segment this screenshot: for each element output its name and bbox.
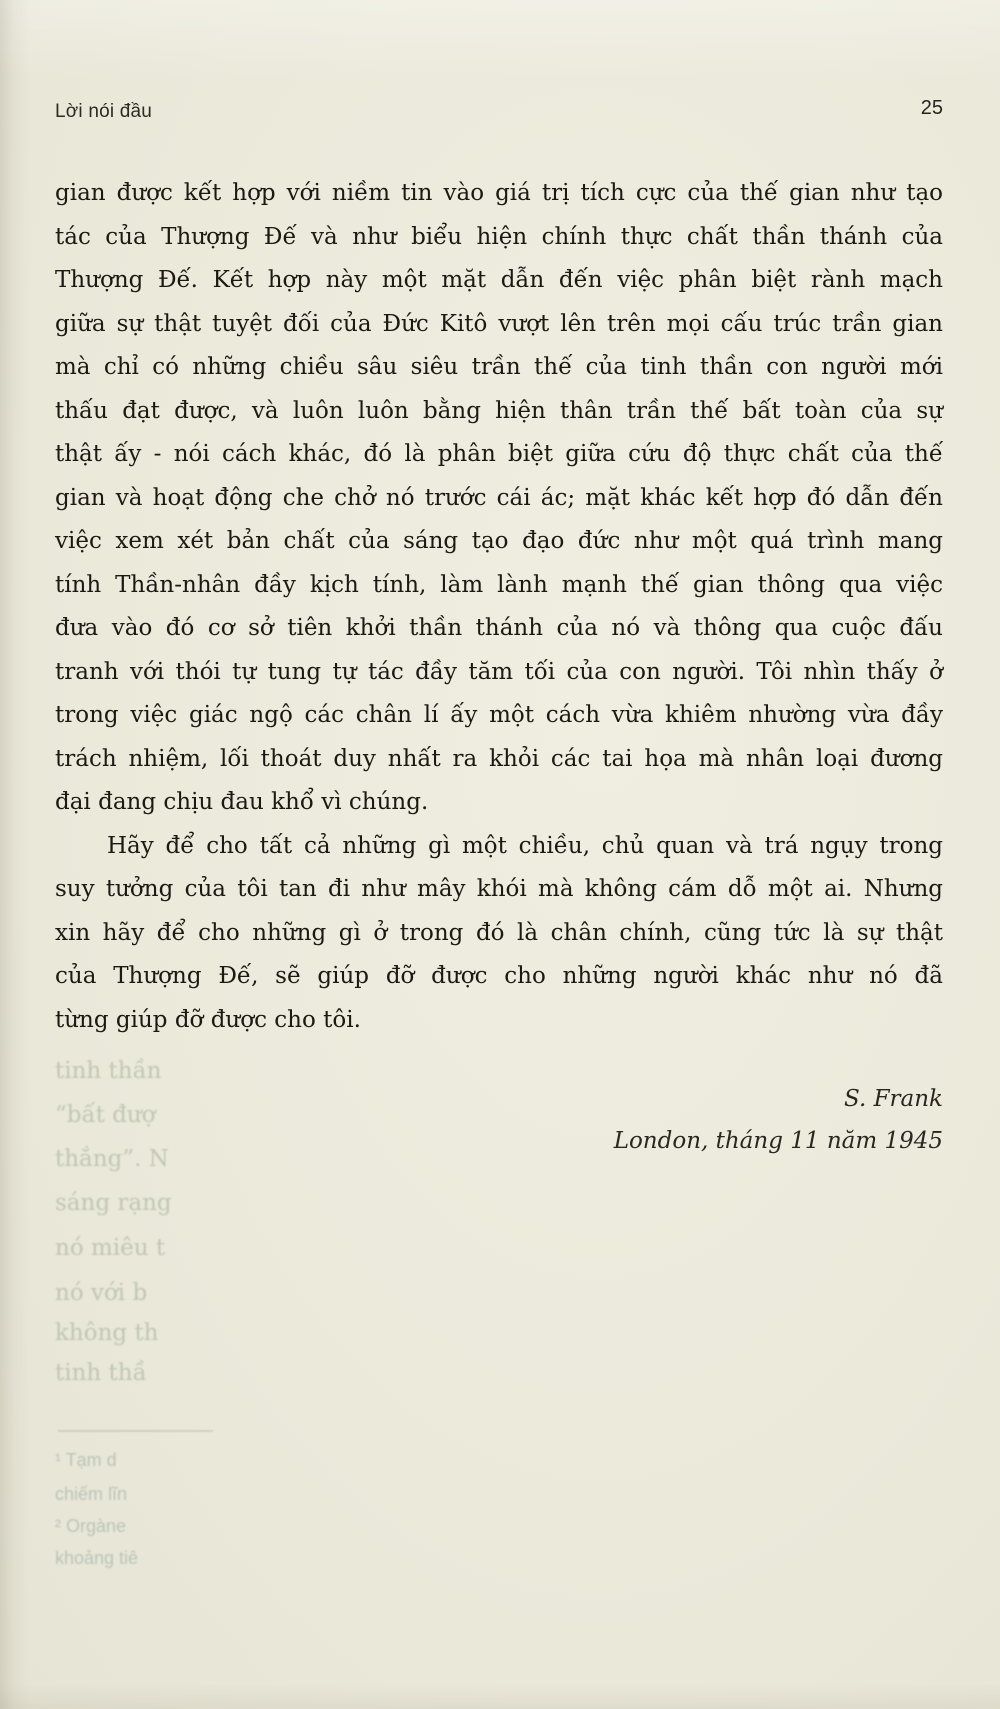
bleedthrough-text: ² Orgàne	[55, 1516, 127, 1536]
body-text	[55, 172, 943, 1042]
text-line: gian và hoạt động che chở nó trước cái ác; mặt khác kết hợp đó dẫn đến	[55, 484, 943, 511]
text-line: Hãy để cho tất cả những gì một chiều, chủ quan và trá ngụy trong	[107, 832, 943, 859]
text-line: từng giúp đỡ được cho tôi.	[55, 1006, 361, 1033]
text-line: đại đang chịu đau khổ vì chúng.	[55, 789, 429, 815]
signature-block	[614, 1078, 943, 1162]
bleedthrough-text: tinh thầ	[55, 1360, 147, 1386]
text-line: tác của Thượng Đế và như biểu hiện chính thực chất thần thánh của	[55, 223, 943, 250]
text-line: trong việc giác ngộ các chân lí ấy một cách vừa khiêm nhường vừa đầy	[55, 702, 943, 728]
text-line: suy tưởng của tôi tan đi như mây khói mà không cám dỗ một ai. Nhưng	[55, 876, 943, 902]
text-line: đưa vào đó cơ sở tiên khởi thần thánh của nó và thông qua cuộc đấu	[55, 615, 943, 641]
bleedthrough-text: ¹ Tạm d	[55, 1450, 117, 1470]
text-line: trách nhiệm, lối thoát duy nhất ra khỏi các tai họa mà nhân loại đương	[55, 745, 943, 772]
text-line: Thượng Đế. Kết hợp này một mặt dẫn đến việc phân biệt rành mạch	[55, 267, 943, 293]
text-line: mà chỉ có những chiều sâu siêu trần thế của tinh thần con người mới	[55, 354, 943, 380]
bleedthrough-text: nó miêu t	[55, 1235, 166, 1261]
bleedthrough-text: tinh thần	[55, 1058, 162, 1084]
bleedthrough-text: khoảng tiê	[55, 1548, 139, 1568]
bleedthrough-text: không th	[55, 1320, 159, 1346]
text-line: tính Thần-nhân đầy kịch tính, làm lành mạnh thế gian thông qua việc	[55, 571, 943, 598]
text-line: thật ấy - nói cách khác, đó là phân biệt giữa cứu độ thực chất của thế	[55, 441, 943, 467]
text-line: của Thượng Đế, sẽ giúp đỡ được cho những người khác như nó đã	[55, 963, 943, 989]
bleedthrough-text: chiếm lĩn	[55, 1484, 128, 1504]
text-line: việc xem xét bản chất của sáng tạo đạo đức như một quá trình mang	[55, 528, 943, 554]
page-number: 25	[920, 97, 943, 119]
text-line: thấu đạt được, và luôn luôn bằng hiện thân trần thế bất toàn của sự	[55, 397, 943, 424]
bleedthrough-text: thắng”. N	[55, 1146, 169, 1172]
bleedthrough-footnote-divider	[58, 1430, 213, 1432]
running-header: Lời nói đầu	[55, 101, 153, 122]
bleedthrough-text: “bất đượ	[55, 1102, 156, 1128]
signature-author: S. Frank	[844, 1086, 943, 1112]
text-line: giữa sự thật tuyệt đối của Đức Kitô vượt lên trên mọi cấu trúc trần gian	[55, 310, 943, 337]
text-line: tranh với thói tự tung tự tác đầy tăm tối của con người. Tôi nhìn thấy ở	[55, 658, 943, 685]
bleedthrough-text: sáng rạng	[55, 1190, 172, 1216]
text-line: gian được kết hợp với niềm tin vào giá trị tích cực của thế gian như tạo	[55, 180, 943, 206]
signature-place-date: London, tháng 11 năm 1945	[613, 1128, 943, 1154]
bleedthrough-text: nó với b	[55, 1280, 148, 1306]
text-line: xin hãy để cho những gì ở trong đó là chân chính, cũng tức là sự thật	[55, 919, 943, 946]
